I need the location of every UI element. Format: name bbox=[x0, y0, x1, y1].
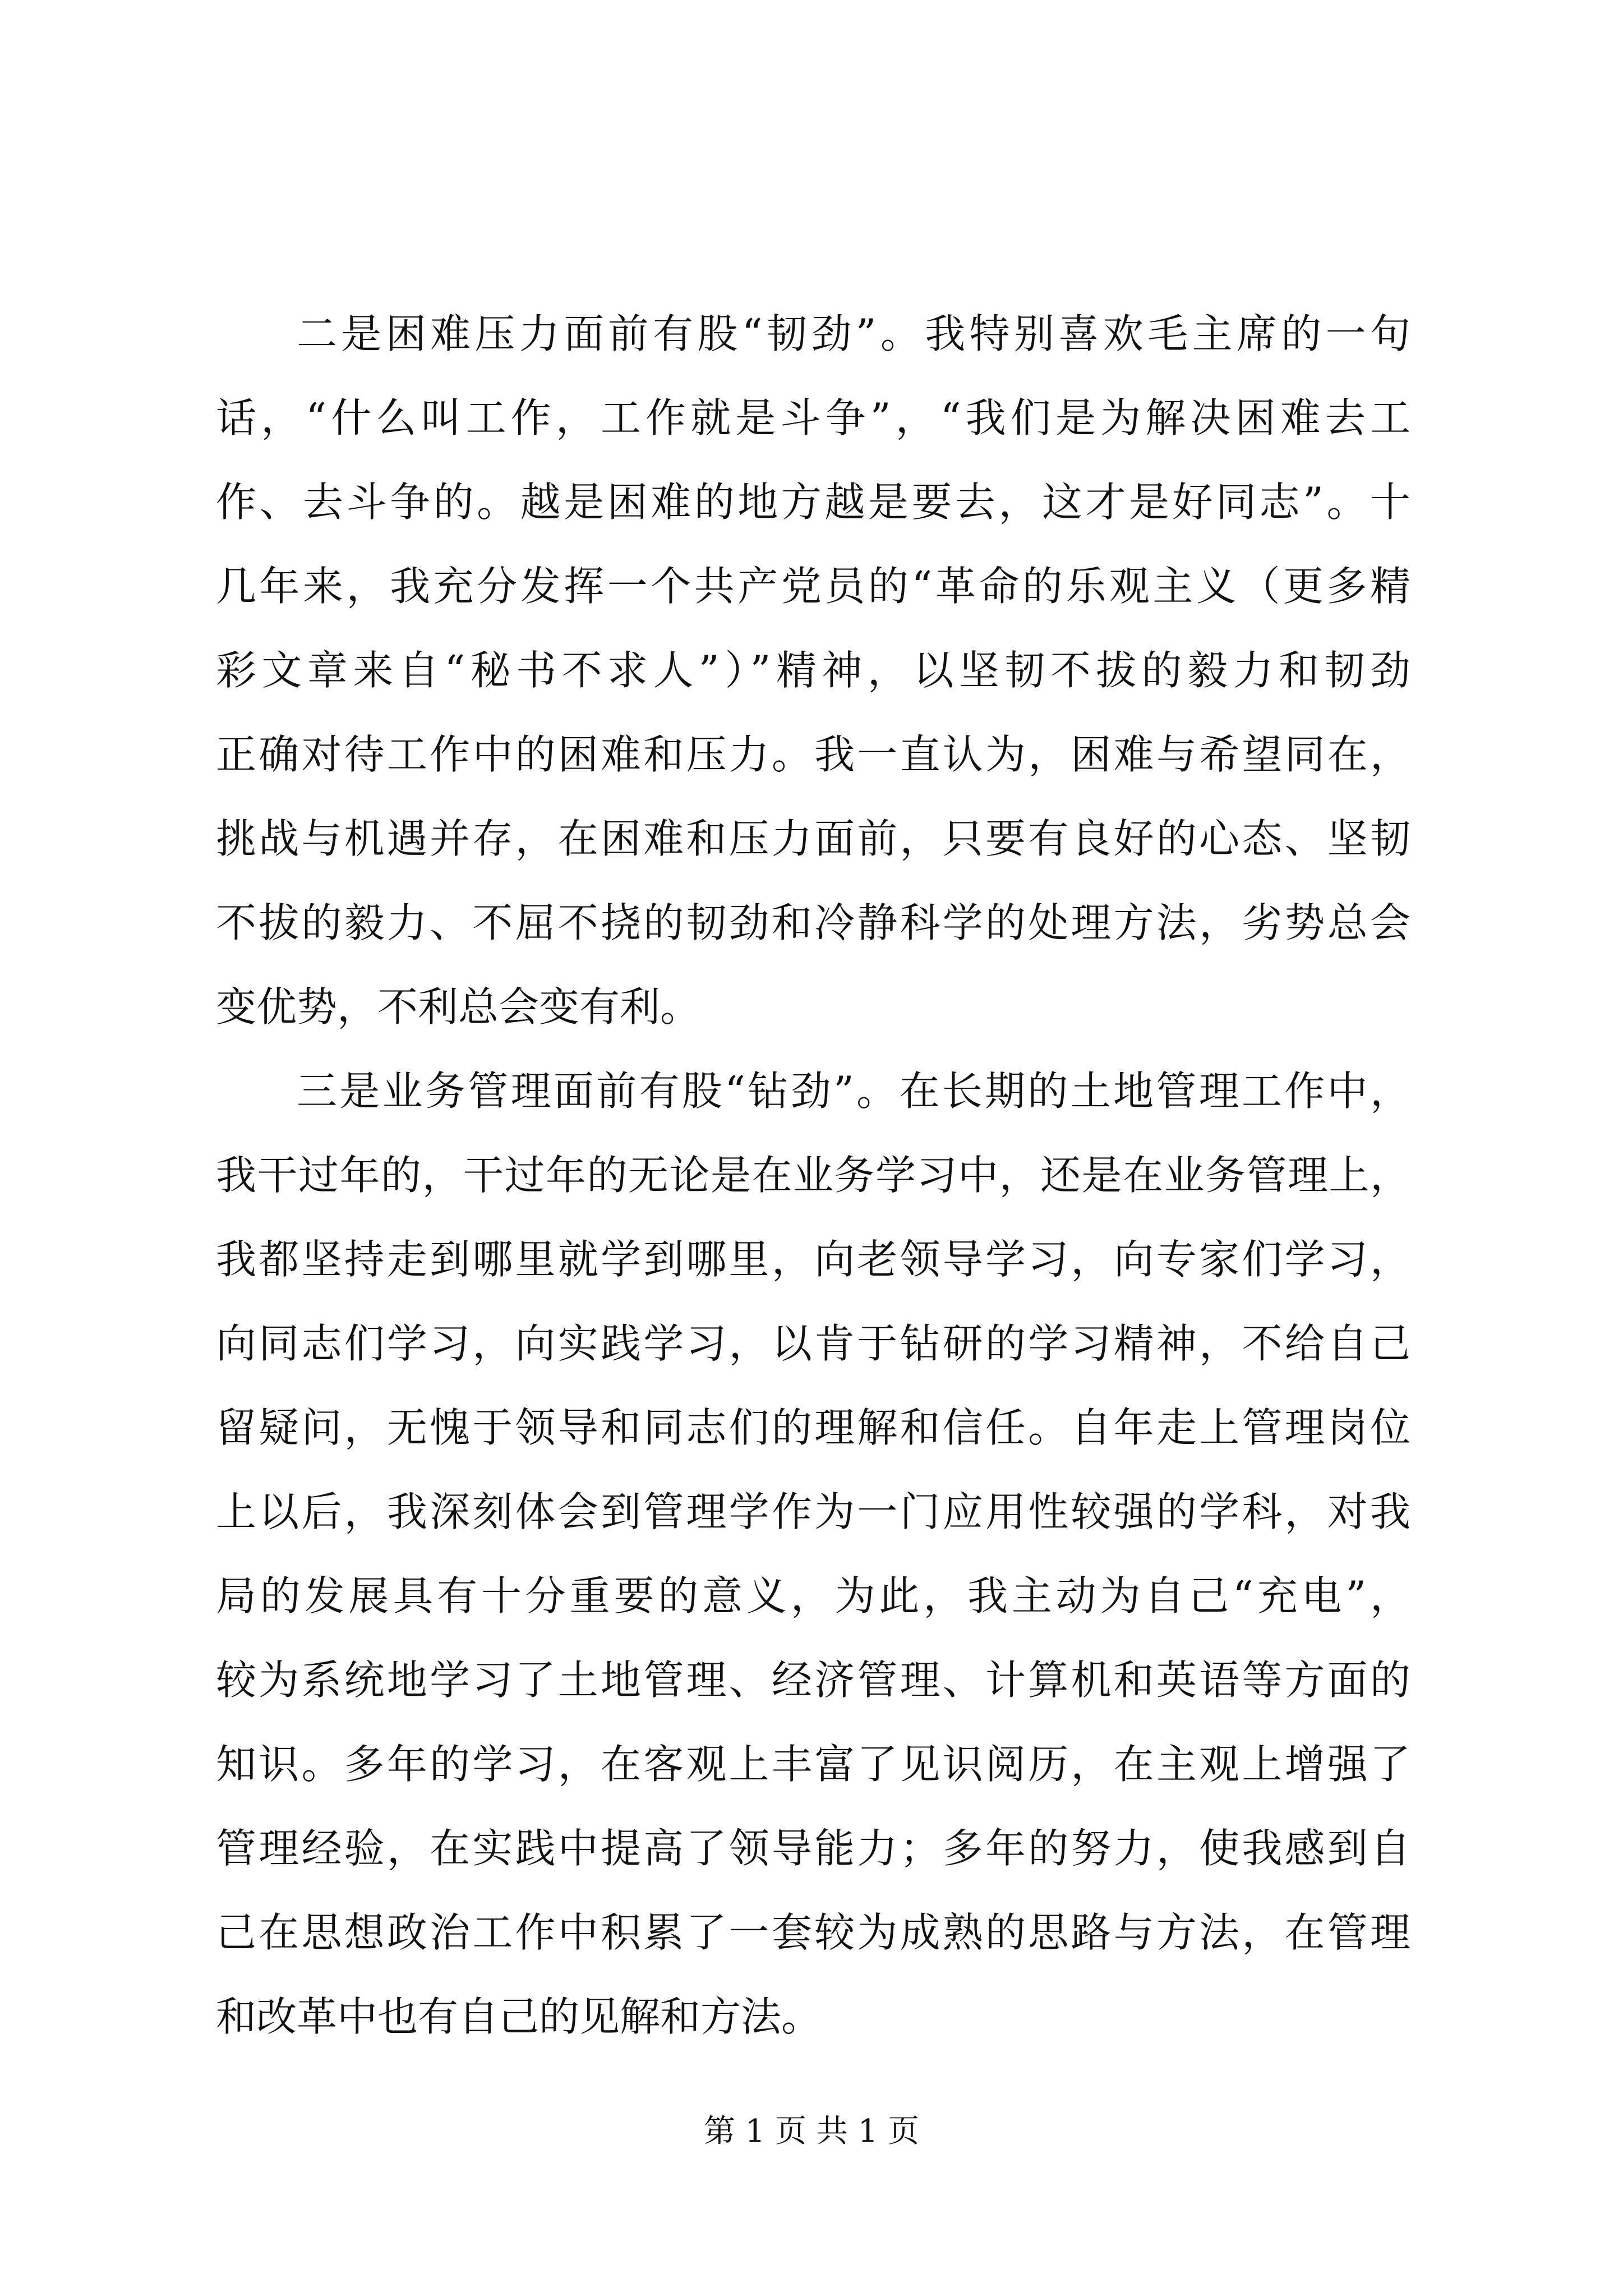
text-line: 作、去斗争的。越是困难的地方越是要去，这才是好同志”。十 bbox=[216, 478, 1410, 526]
text-line: 局的发展具有十分重要的意义，为此，我主动为自己“充电”， bbox=[216, 1572, 1410, 1619]
text-line: 我干过年的，干过年的无论是在业务学习中，还是在业务管理上， bbox=[216, 1152, 1410, 1199]
text-line: 正确对待工作中的困难和压力。我一直认为，困难与希望同在， bbox=[216, 731, 1410, 778]
page-number-footer: 第 1 页 共 1 页 bbox=[703, 2113, 920, 2150]
text-line: 和改革中也有自己的见解和方法。 bbox=[216, 1993, 822, 2040]
text-line: 挑战与机遇并存，在困难和压力面前，只要有良好的心态、坚韧 bbox=[216, 815, 1410, 862]
text-line: 三是业务管理面前有股“钻劲”。在长期的土地管理工作中， bbox=[297, 1068, 1410, 1115]
text-line: 不拔的毅力、不屈不挠的韧劲和冷静科学的处理方法，劣势总会 bbox=[216, 899, 1410, 946]
text-line: 几年来，我充分发挥一个共产党员的“革命的乐观主义（更多精 bbox=[216, 563, 1410, 610]
text-line: 二是困难压力面前有股“韧劲”。我特别喜欢毛主席的一句 bbox=[297, 310, 1410, 357]
text-line: 我都坚持走到哪里就学到哪里，向老领导学习，向专家们学习， bbox=[216, 1236, 1410, 1283]
paragraph-toughness bbox=[216, 292, 1410, 1049]
text-line: 较为系统地学习了土地管理、经济管理、计算机和英语等方面的 bbox=[216, 1657, 1410, 1704]
text-line: 上以后，我深刻体会到管理学作为一门应用性较强的学科，对我 bbox=[216, 1488, 1410, 1535]
text-line: 管理经验，在实践中提高了领导能力；多年的努力，使我感到自 bbox=[216, 1825, 1410, 1872]
text-line: 话，“什么叫工作，工作就是斗争”，“我们是为解决困难去工 bbox=[216, 394, 1410, 441]
text-line: 知识。多年的学习，在客观上丰富了见识阅历，在主观上增强了 bbox=[216, 1741, 1410, 1788]
text-line: 向同志们学习，向实践学习，以肯于钻研的学习精神，不给自己 bbox=[216, 1320, 1410, 1367]
document-body bbox=[216, 292, 1410, 2059]
text-line: 变优势，不利总会变有利。 bbox=[216, 983, 701, 1030]
text-line: 留疑问，无愧于领导和同志们的理解和信任。自年走上管理岗位 bbox=[216, 1404, 1410, 1451]
text-line: 彩文章来自“秘书不求人”）”精神，以坚韧不拔的毅力和韧劲 bbox=[216, 647, 1410, 694]
paragraph-diligence bbox=[216, 1049, 1410, 2059]
text-line: 己在思想政治工作中积累了一套较为成熟的思路与方法，在管理 bbox=[216, 1909, 1410, 1956]
